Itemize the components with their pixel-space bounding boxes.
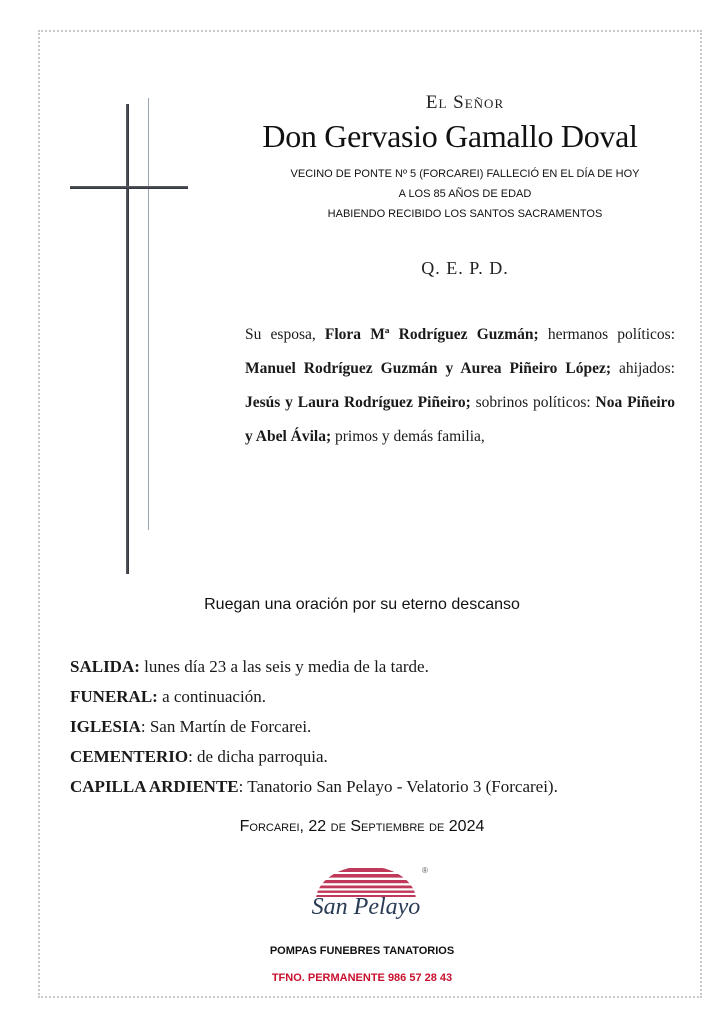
residence-line: VECINO DE PONTE Nº 5 (FORCAREI) FALLECIÓ EN EL DÍA DE HOY — [290, 168, 640, 180]
detail-row-funeral — [70, 682, 690, 712]
detail-row-salida — [70, 652, 690, 682]
family-text: ahijados: — [611, 360, 675, 377]
detail-value: lunes día 23 a las seis y media de la tarde. — [139, 657, 429, 676]
detail-row-cementerio — [70, 742, 690, 772]
family-text: hermanos políticos: — [538, 326, 676, 343]
registered-mark: ® — [422, 866, 428, 875]
detail-label: IGLESIA — [70, 717, 141, 736]
age-line: A LOS 85 AÑOS DE EDAD — [398, 188, 532, 200]
phone-number: TFNO. PERMANENTE 986 57 28 43 — [271, 972, 453, 984]
family-name-godchildren: Jesús y Laura Rodríguez Piñeiro; — [245, 394, 471, 411]
deceased-name: Don Gervasio Gamallo Doval — [262, 118, 638, 154]
detail-row-capilla — [70, 772, 690, 802]
family-name-spouse: Flora Mª Rodríguez Guzmán; — [324, 326, 539, 343]
company-tagline: POMPAS FUNEBRES TANATORIOS — [269, 945, 455, 957]
logo-text: San Pelayo — [311, 894, 421, 920]
place-date: Forcarei, 22 de Septiembre de 2024 — [239, 818, 485, 835]
detail-row-iglesia — [70, 712, 690, 742]
cross-icon — [126, 104, 129, 574]
sacraments-line: HABIENDO RECIBIDO LOS SANTOS SACRAMENTOS — [327, 208, 603, 220]
qepd-text: Q. E. P. D. — [421, 258, 509, 278]
family-name-nephews: Noa Piñeiro y Abel Ávila; — [245, 394, 676, 445]
detail-value: : San Martín de Forcarei. — [140, 717, 312, 736]
family-text: primos y demás familia, — [331, 428, 485, 445]
prayer-line: Ruegan una oración por su eterno descanso — [204, 596, 520, 613]
honorific-heading: El Señor — [425, 92, 505, 113]
family-name-inlaws: Manuel Rodríguez Guzmán y Aurea Piñeiro López; — [245, 360, 612, 377]
family-text: sobrinos políticos: — [470, 394, 596, 411]
detail-label: CEMENTERIO — [70, 747, 189, 766]
family-paragraph — [245, 318, 675, 454]
service-details — [70, 652, 690, 802]
detail-value: a continuación. — [157, 687, 266, 706]
cross-bar — [70, 186, 188, 189]
detail-value: : Tanatorio San Pelayo - Velatorio 3 (Forcarei). — [238, 777, 558, 796]
san-pelayo-logo — [296, 862, 436, 932]
detail-label: FUNERAL: — [70, 687, 158, 706]
detail-value: : de dicha parroquia. — [188, 747, 328, 766]
family-text: Su esposa, — [245, 326, 325, 343]
cross-shadow-line — [148, 98, 149, 530]
detail-label: SALIDA: — [70, 657, 140, 676]
detail-label: CAPILLA ARDIENTE — [70, 777, 239, 796]
